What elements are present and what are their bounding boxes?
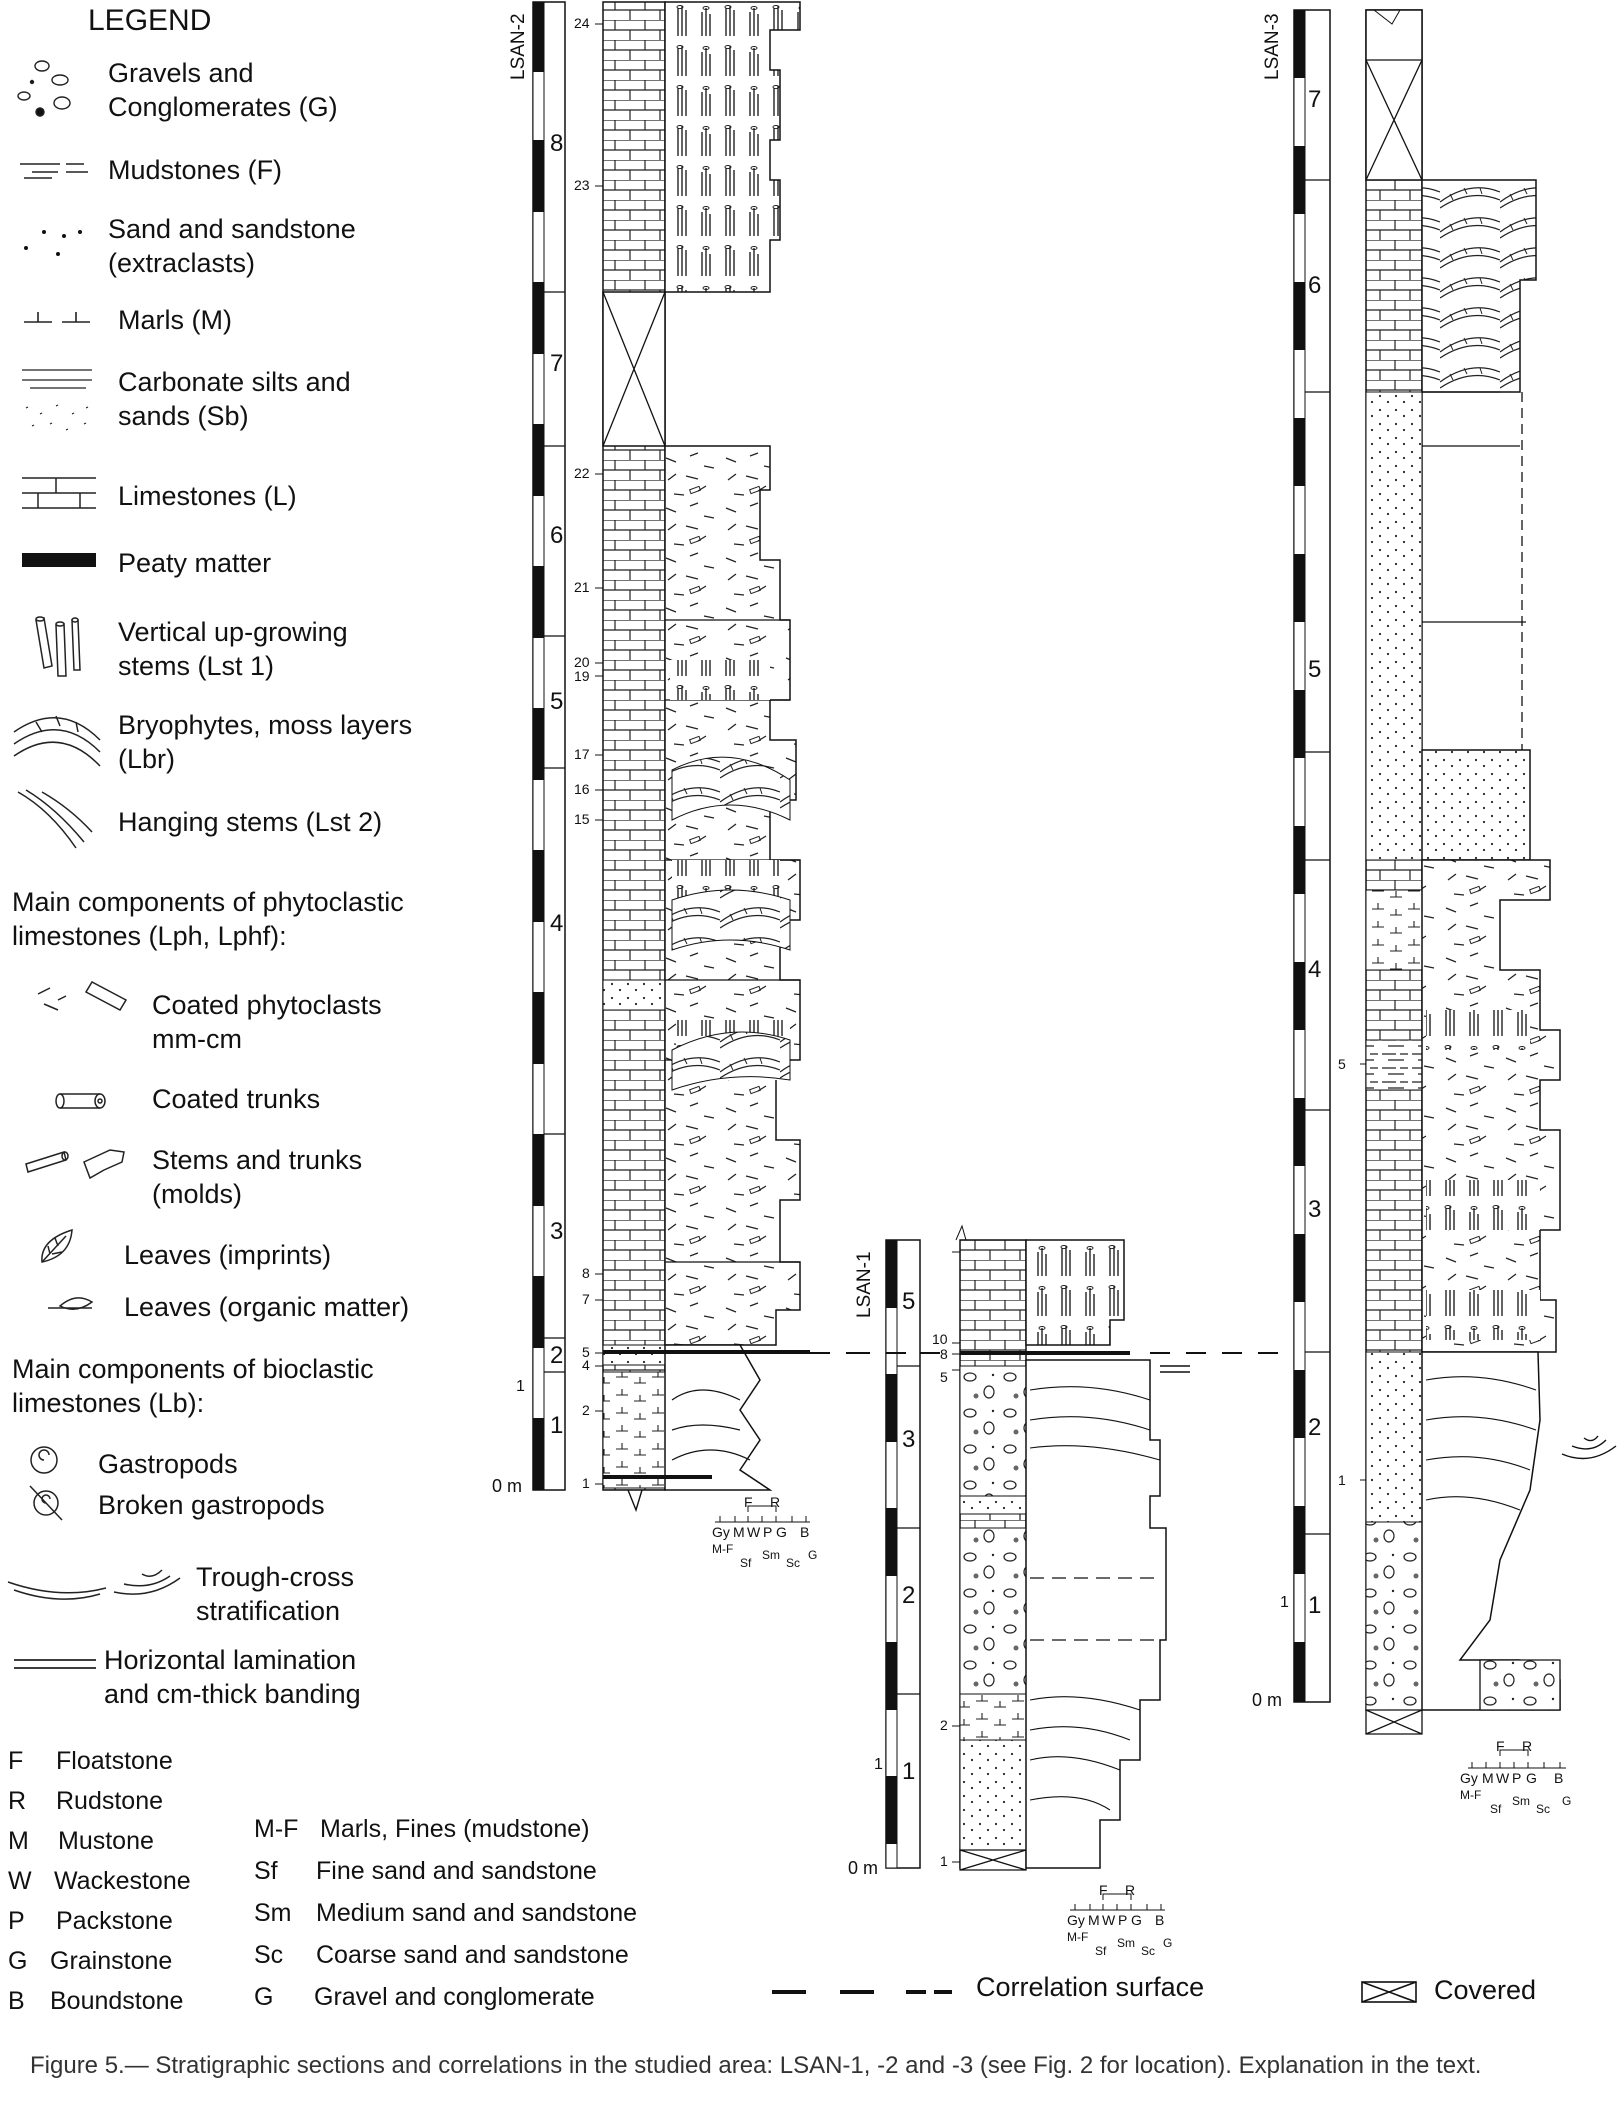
scale3-p: P [1512, 1770, 1522, 1786]
lsan2-bed-20: 20 [574, 654, 590, 670]
legend-bio-heading: Main components of bioclastic limestones (Lb): [12, 1354, 374, 1418]
legend-phyto-heading: Main components of phytoclastic limestones (Lph, Lphf): [12, 887, 404, 951]
abbr-code-sf: Sf [254, 1857, 278, 1885]
lsan2-bed-23: 23 [574, 177, 590, 193]
abbr-desc-p: Packstone [56, 1907, 173, 1935]
stem-mold-icon [26, 1150, 124, 1178]
gravel-icon [18, 61, 70, 116]
lsan2-unit-1: 1 [550, 1412, 564, 1439]
lsan2-unit-3: 3 [550, 1218, 564, 1245]
scale2-sm: Sm [762, 1548, 780, 1562]
scale2-mf: M-F [712, 1542, 734, 1556]
lsan1-scale-0: 0 m [848, 1858, 879, 1878]
scale3-b: B [1554, 1770, 1564, 1786]
scale1-gr: G [1163, 1936, 1173, 1950]
abbr-code-w: W [8, 1867, 32, 1895]
lsan2-scale-0: 0 m [492, 1476, 523, 1496]
legend-item-marl: Marls (M) [118, 305, 232, 335]
lsan2-bed-19: 19 [574, 668, 590, 684]
gastropod-icon [31, 1447, 57, 1473]
section-name-lsan3: LSAN-3 [1262, 13, 1283, 80]
abbr-desc-m: Mustone [58, 1827, 154, 1855]
lsan1-scale-1: 1 [874, 1756, 883, 1773]
scale3-sm: Sm [1512, 1794, 1530, 1808]
lsan1-lamination-mark [1160, 1366, 1190, 1372]
marl-icon [24, 312, 90, 322]
scale1-w: W [1102, 1912, 1116, 1928]
abbr-code-m: M [8, 1827, 29, 1855]
lsan3-unit-2: 2 [1308, 1414, 1322, 1441]
legend-phyto-leaves-imprints: Leaves (imprints) [124, 1240, 332, 1270]
section-name-lsan2: LSAN-2 [508, 13, 529, 80]
abbr-desc-g: Grainstone [50, 1947, 173, 1975]
scale1-gy: Gy [1067, 1912, 1085, 1928]
lsan2-unit-8: 8 [550, 130, 564, 157]
sand-icon [24, 230, 82, 256]
lsan3-unit-6: 6 [1308, 272, 1322, 299]
scale3-sf: Sf [1490, 1802, 1502, 1816]
lsan3-scale-1: 1 [1280, 1594, 1289, 1611]
legend-item-vertical-stems: Vertical up-growing stems (Lst 1) [118, 617, 348, 681]
lsan3-trough-mark [1562, 1436, 1616, 1459]
legend-title: LEGEND [88, 4, 212, 37]
lsan1-bed-8: 8 [940, 1346, 948, 1362]
limestone-icon [22, 478, 96, 508]
scale3-w: W [1496, 1770, 1510, 1786]
scale3-top-r: R [1522, 1738, 1533, 1754]
abbr-desc-mf: Marls, Fines (mudstone) [320, 1815, 590, 1843]
scale1-g: G [1131, 1912, 1142, 1928]
phytoclast-icon [38, 982, 126, 1010]
scale3-mf: M-F [1460, 1788, 1482, 1802]
covered-label: Covered [1434, 1975, 1537, 2005]
legend-lamination: Horizontal lamination and cm-thick banding [104, 1645, 361, 1709]
abbr-code-f: F [8, 1747, 24, 1775]
lsan2-unit-4: 4 [550, 910, 564, 937]
lsan2-scale-1: 1 [516, 1378, 525, 1395]
legend-item-bryophytes: Bryophytes, moss layers (Lbr) [118, 710, 413, 774]
lsan2-unit-6: 6 [550, 522, 564, 549]
abbr-desc-f: Floatstone [56, 1747, 173, 1775]
scale1-top-f: F [1099, 1882, 1108, 1898]
legend-item-hanging-stems: Hanging stems (Lst 2) [118, 807, 383, 837]
scale3-m: M [1482, 1770, 1494, 1786]
lsan2-bed-15: 15 [574, 811, 590, 827]
section-lsan3 [1294, 10, 1616, 1768]
lsan2-bed-24: 24 [574, 15, 590, 31]
lsan3-unit-1: 1 [1308, 1592, 1322, 1619]
section-lsan1 [886, 1226, 1166, 1910]
leaf-organic-icon [48, 1298, 92, 1309]
lsan2-bed-22: 22 [574, 465, 590, 481]
lsan2-unit-2: 2 [550, 1342, 564, 1369]
abbr-desc-r: Rudstone [56, 1787, 164, 1815]
peat-icon [22, 553, 96, 567]
lsan2-unit-7: 7 [550, 350, 564, 377]
vertical-stems-icon [36, 617, 80, 676]
scale1-sf: Sf [1095, 1944, 1107, 1958]
lsan2-bed-5: 5 [582, 1344, 590, 1360]
lsan2-bed-1: 1 [582, 1475, 590, 1491]
abbr-code-mf: M-F [254, 1815, 299, 1843]
carbonate-silt-icon [22, 370, 92, 430]
scale2-b: B [800, 1524, 810, 1540]
lsan2-unit-5: 5 [550, 688, 564, 715]
scale2-top-r: R [770, 1494, 781, 1510]
lsan3-scale-0: 0 m [1252, 1690, 1283, 1710]
scale2-g: G [776, 1524, 787, 1540]
lsan3-unit-4: 4 [1308, 956, 1322, 983]
hanging-stems-icon [18, 790, 92, 848]
legend-item-gravel: Gravels and Conglomerates (G) [108, 58, 338, 122]
scale1-m: M [1088, 1912, 1100, 1928]
abbr-code-g: G [8, 1947, 28, 1975]
abbr-code-sc: Sc [254, 1941, 284, 1969]
lsan3-unit-7: 7 [1308, 86, 1322, 113]
abbr-code-b: B [8, 1987, 25, 2015]
scale2-gr: G [808, 1548, 818, 1562]
lsan2-bed-17: 17 [574, 746, 590, 762]
abbr-code-gravel: G [254, 1983, 274, 2011]
section-name-lsan1: LSAN-1 [854, 1251, 875, 1318]
lsan1-unit-2: 2 [902, 1582, 916, 1609]
scale3-gr: G [1562, 1794, 1572, 1808]
lsan1-bed-1: 1 [940, 1853, 948, 1869]
abbr-desc-sf: Fine sand and sandstone [316, 1857, 597, 1885]
legend-trough-cross: Trough-cross stratification [196, 1562, 355, 1626]
lsan1-bed-2: 2 [940, 1717, 948, 1733]
legend-phyto-leaves-organic: Leaves (organic matter) [124, 1292, 410, 1322]
lamination-icon [14, 1660, 96, 1668]
abbr-desc-b: Boundstone [50, 1987, 184, 2015]
abbr-code-p: P [8, 1907, 25, 1935]
legend-item-sand: Sand and sandstone (extraclasts) [108, 214, 356, 278]
legend-phyto-stems-molds: Stems and trunks (molds) [152, 1145, 363, 1209]
scale2-top-f: F [744, 1494, 753, 1510]
trough-cross-icon [8, 1570, 180, 1599]
lsan2-bed-21: 21 [574, 579, 590, 595]
abbr-desc-w: Wackestone [54, 1867, 191, 1895]
broken-gastropod-icon [30, 1486, 62, 1520]
lsan2-bed-7: 7 [582, 1291, 590, 1307]
lsan1-unit-5: 5 [902, 1288, 916, 1315]
scale1-b: B [1155, 1912, 1165, 1928]
scale2-m: M [733, 1524, 745, 1540]
legend-item-peat: Peaty matter [118, 548, 272, 578]
lsan1-bed-10: 10 [932, 1331, 948, 1347]
figure-caption: Figure 5.— Stratigraphic sections and correlations in the studied area: LSAN-1, -2 and -3 (see Fig. 2 for location). Explanation in the text. [30, 2052, 1482, 2079]
abbr-code-sm: Sm [254, 1899, 292, 1927]
legend-phyto-phytoclasts: Coated phytoclasts mm-cm [152, 990, 382, 1054]
lsan1-unit-3: 3 [902, 1426, 916, 1453]
section-lsan2 [533, 2, 810, 1522]
scale1-mf: M-F [1067, 1930, 1089, 1944]
scale2-gy: Gy [712, 1524, 730, 1540]
mudstone-icon [20, 164, 88, 178]
scale1-sm: Sm [1117, 1936, 1135, 1950]
scale3-top-f: F [1496, 1738, 1505, 1754]
scale2-w: W [747, 1524, 761, 1540]
lsan3-bed-1: 1 [1338, 1472, 1346, 1488]
legend-phyto-coated-trunks: Coated trunks [152, 1084, 321, 1114]
scale2-p: P [763, 1524, 773, 1540]
scale2-sf: Sf [740, 1556, 752, 1570]
scale1-top-r: R [1125, 1882, 1136, 1898]
leaf-imprint-icon [42, 1230, 72, 1262]
bryophyte-icon [14, 716, 100, 766]
scale1-sc: Sc [1141, 1944, 1156, 1958]
legend-item-limestone: Limestones (L) [118, 481, 297, 511]
scale3-sc: Sc [1536, 1802, 1551, 1816]
correlation-surface-label: Correlation surface [976, 1972, 1205, 2002]
scale3-gy: Gy [1460, 1770, 1478, 1786]
scale1-p: P [1118, 1912, 1128, 1928]
lsan3-unit-3: 3 [1308, 1196, 1322, 1223]
abbr-code-r: R [8, 1787, 27, 1815]
scale3-g: G [1526, 1770, 1537, 1786]
scale2-sc: Sc [786, 1556, 801, 1570]
coated-trunk-icon [56, 1094, 105, 1108]
legend-bio-broken-gastropods: Broken gastropods [98, 1490, 325, 1520]
covered-sample-icon [1362, 1982, 1416, 2002]
lsan1-unit-1: 1 [902, 1758, 916, 1785]
lsan2-bed-2: 2 [582, 1402, 590, 1418]
lsan2-bed-8: 8 [582, 1265, 590, 1281]
legend-bio-gastropods: Gastropods [98, 1449, 238, 1479]
lsan3-unit-5: 5 [1308, 656, 1322, 683]
legend-item-carbonate-silt: Carbonate silts and sands (Sb) [118, 367, 351, 431]
lsan2-bed-4: 4 [582, 1357, 590, 1373]
legend-item-mudstone: Mudstones (F) [108, 155, 283, 185]
abbr-desc-sc: Coarse sand and sandstone [316, 1941, 629, 1969]
lsan1-bed-5: 5 [940, 1369, 948, 1385]
abbr-desc-sm: Medium sand and sandstone [316, 1899, 638, 1927]
lsan2-bed-16: 16 [574, 781, 590, 797]
lsan3-bed-5: 5 [1338, 1056, 1346, 1072]
abbr-desc-gravel: Gravel and conglomerate [314, 1983, 595, 2011]
